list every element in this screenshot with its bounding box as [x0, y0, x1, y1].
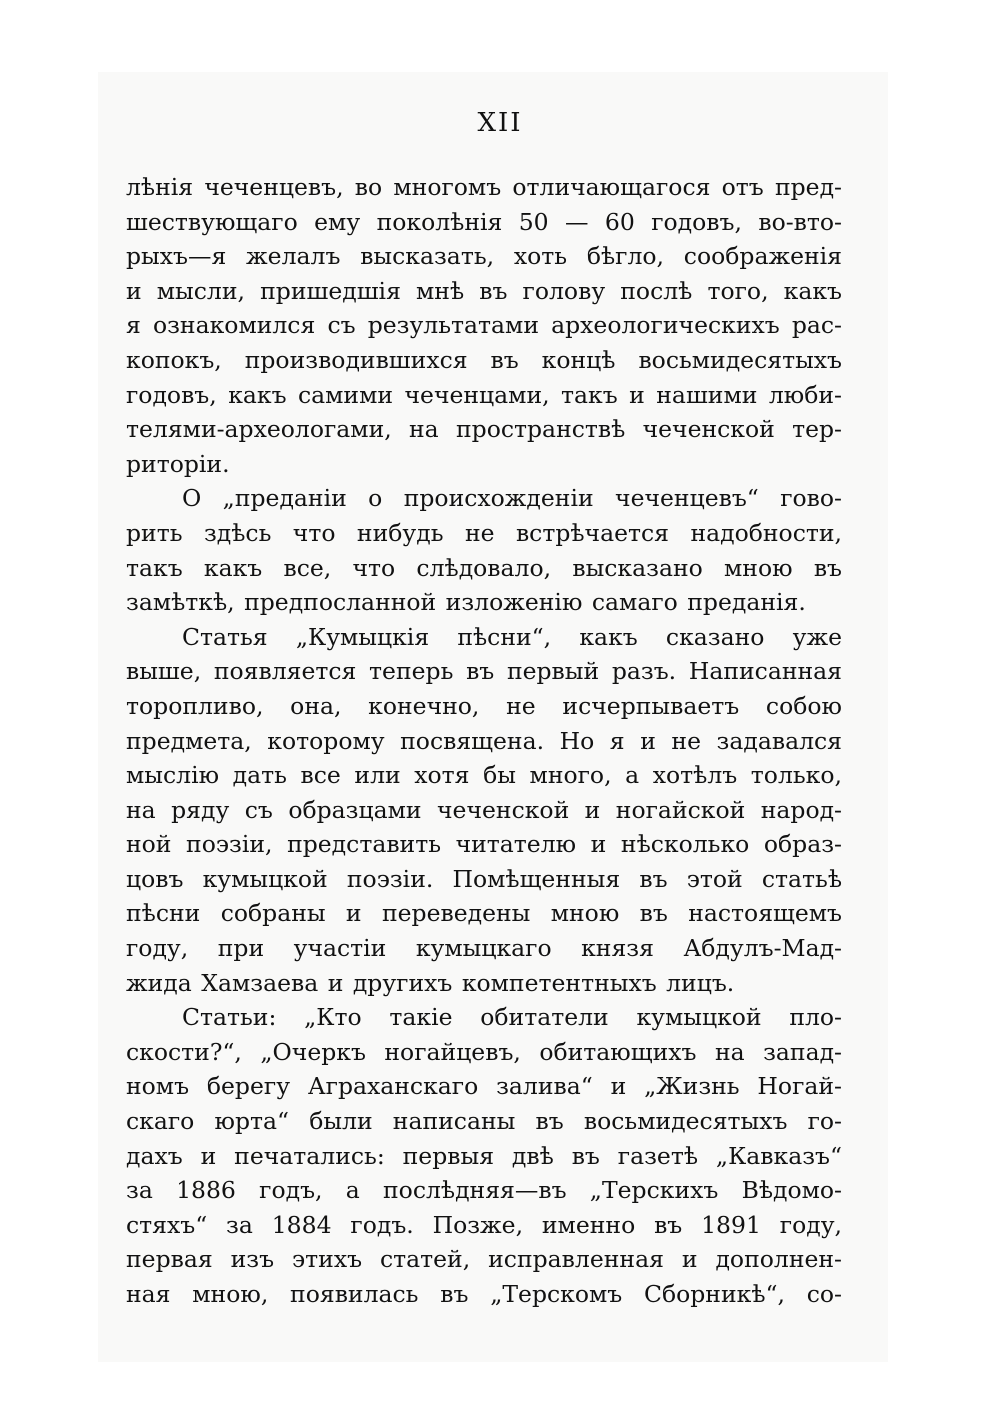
text-line: выше, появляется теперь въ первый разъ. Написанная	[126, 657, 842, 686]
text-line: первая изъ этихъ статей, исправленная и дополнен-	[126, 1245, 842, 1274]
text-line: за 1886 годъ, а послѣдняя—въ „Терскихъ Вѣдомо-	[126, 1176, 842, 1205]
text-line: лѣнія чеченцевъ, во многомъ отличающагося отъ пред-	[126, 173, 842, 201]
text-line: цовъ кумыцкой поэзіи. Помѣщенныя въ этой статьѣ	[126, 864, 842, 893]
body-text	[126, 170, 842, 1312]
text-line: замѣткѣ, предпосланной изложенію самаго преданія.	[126, 588, 806, 617]
text-line: стяхъ“ за 1884 годъ. Позже, именно въ 1891 году,	[126, 1210, 842, 1239]
text-line: рыхъ—я желалъ высказать, хоть бѣгло, соображенія	[126, 242, 842, 271]
text-line: телями-археологами, на пространствѣ чеченской тер-	[126, 415, 842, 444]
text-line: шествующаго ему поколѣнія 50 — 60 годовъ, во-вто-	[126, 207, 842, 236]
text-line: риторіи.	[126, 449, 230, 478]
text-line: и мысли, пришедшія мнѣ въ голову послѣ того, какъ	[126, 276, 842, 305]
text-line: мыслію дать все или хотя бы много, а хотѣлъ только,	[126, 761, 842, 790]
text-line: номъ берегу Аграханскаго залива“ и „Жизнь Ногай-	[126, 1072, 842, 1101]
text-line: Статьи: „Кто такіе обитатели кумыцкой пло-	[182, 1003, 842, 1032]
text-line: предмета, которому посвящена. Но я и не задавался	[126, 726, 842, 755]
page-number: XII	[477, 108, 523, 138]
text-line: торопливо, она, конечно, не исчерпываетъ собою	[126, 691, 842, 720]
text-line: Статья „Кумыцкія пѣсни“, какъ сказано уже	[182, 622, 842, 651]
text-line: копокъ, производившихся въ концѣ восьмидесятыхъ	[126, 345, 842, 374]
text-line: такъ какъ все, что слѣдовало, высказано мною въ	[126, 553, 842, 582]
text-line: пѣсни собраны и переведены мною въ настоящемъ	[126, 899, 842, 928]
text-line: годовъ, какъ самими чеченцами, такъ и нашими люби-	[126, 380, 842, 409]
text-line: году, при участіи кумыцкаго князя Абдулъ-Мад-	[126, 934, 842, 963]
text-line: О „преданіи о происхожденіи чеченцевъ“ гово-	[182, 484, 842, 513]
text-line: рить здѣсь что нибудь не встрѣчается надобности,	[126, 518, 842, 547]
text-line: ная мною, появилась въ „Терскомъ Сборникѣ“, со-	[126, 1280, 842, 1308]
text-line: ной поэзіи, представить читателю и нѣсколько образ-	[126, 830, 842, 859]
text-line: скости?“, „Очеркъ ногайцевъ, обитающихъ на запад-	[126, 1037, 842, 1066]
text-line: дахъ и печатались: первыя двѣ въ газетѣ „Кавказъ“	[126, 1141, 842, 1170]
text-line: скаго юрта“ были написаны въ восьмидесятыхъ го-	[126, 1107, 842, 1136]
text-line: жида Хамзаева и другихъ компетентныхъ лицъ.	[126, 968, 735, 997]
text-line: на ряду съ образцами чеченской и ногайской народ-	[126, 795, 842, 824]
text-line: я ознакомился съ результатами археологическихъ рас-	[126, 311, 842, 340]
